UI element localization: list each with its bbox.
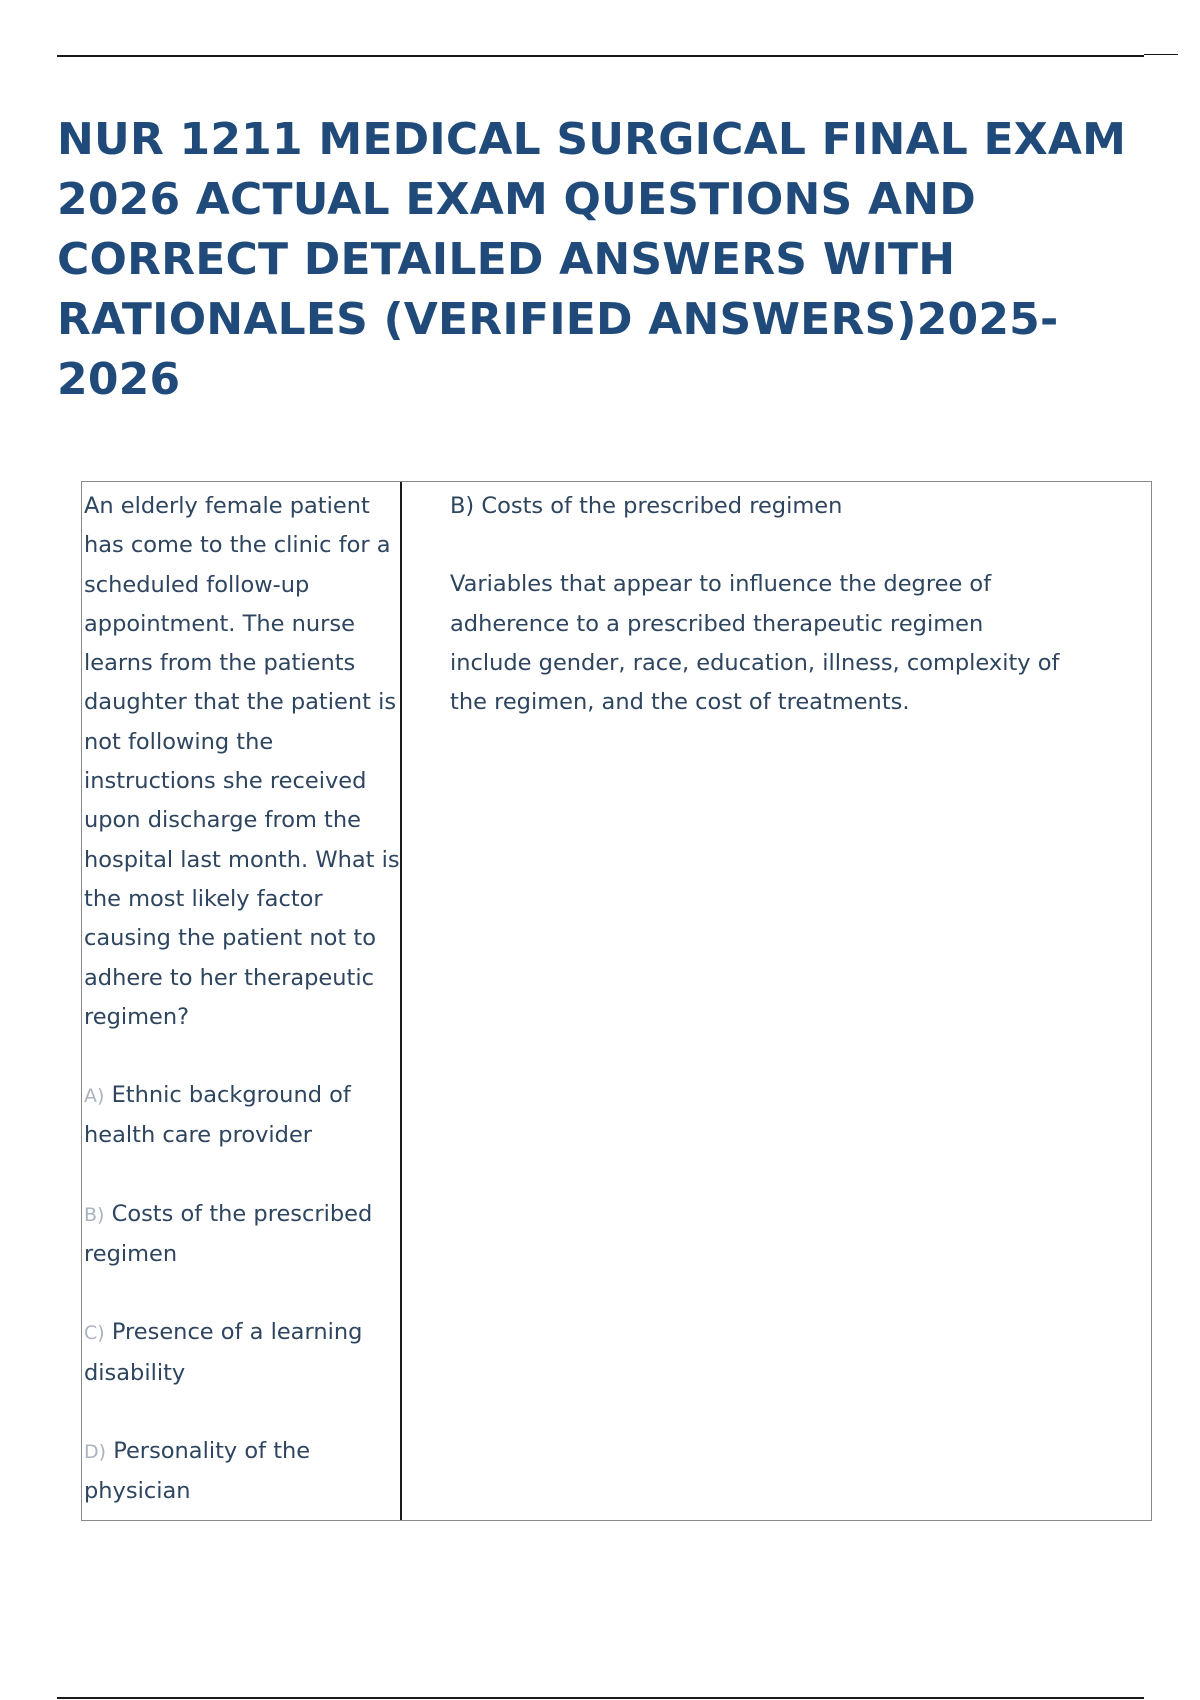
option-c-text: Presence of a learning disability (84, 1319, 363, 1386)
option-a (84, 1076, 400, 1156)
option-c-letter: C) (84, 1322, 105, 1345)
bottom-rule (57, 1697, 1144, 1699)
option-d-letter: D) (84, 1440, 107, 1463)
answer-rationale: Variables that appear to influence the degree of adherence to a prescribed therapeutic regimen include gender, race, education, illness, complexity of the regimen, and the cost of treatments. (450, 571, 1060, 716)
top-rule-tail (1144, 54, 1178, 55)
question-text: An elderly female patient has come to the clinic for a scheduled follow-up appointment. The nurse learns from the patients daughter that the patient is not following the instructions she received upon discharge from the hospital last month. What is the most likely factor causing the patient not to adhere to her therapeutic regimen? (84, 493, 400, 1030)
option-b (84, 1195, 400, 1275)
answer-cell (402, 482, 1151, 1520)
option-a-letter: A) (84, 1085, 105, 1108)
option-d-text: Personality of the physician (84, 1437, 311, 1505)
correct-answer: B) Costs of the prescribed regimen (450, 493, 843, 519)
question-answer-table (81, 481, 1152, 1521)
option-c (84, 1313, 400, 1393)
top-rule (57, 55, 1144, 57)
option-a-text: Ethnic background of health care provider (84, 1082, 351, 1149)
question-cell (82, 482, 402, 1520)
document-title: NUR 1211 MEDICAL SURGICAL FINAL EXAM 2026 ACTUAL EXAM QUESTIONS AND CORRECT DETAILED ANSWERS WITH RATIONALES (VERIFIED ANSWERS)2025-2026 (57, 114, 1127, 405)
option-b-letter: B) (84, 1203, 105, 1226)
option-b-text: Costs of the prescribed regimen (84, 1200, 373, 1268)
option-d (84, 1432, 400, 1512)
